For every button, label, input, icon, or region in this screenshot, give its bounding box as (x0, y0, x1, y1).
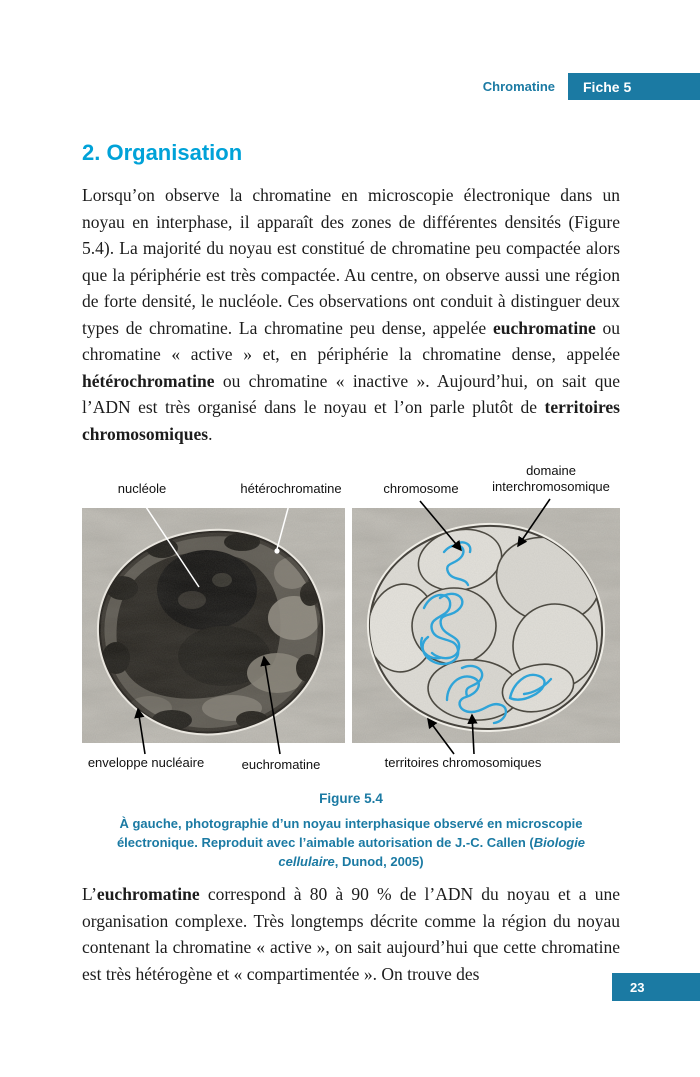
fiche-badge: Fiche 5 (568, 73, 700, 100)
term-heterochromatine: hétérochromatine (82, 370, 215, 391)
caption-book-title: Biologie cellulaire (278, 835, 586, 869)
page-number-badge (612, 973, 700, 1001)
label-domaine-interchromosomique: domaine interchromosomique (492, 463, 610, 494)
caption-text-part: À gauche, photographie d’un noyau interphasique observé en microscopie électronique. Reproduit avec l’aimable autorisation de J.-C. Callen ( (116, 816, 583, 850)
term-territoires-chromosomiques: territoires chromosomiques (82, 397, 620, 444)
term-euchromatine: euchromatine (96, 884, 200, 904)
label-euchromatine: euchromatine (241, 757, 321, 772)
paragraph-text: L’ (82, 884, 97, 904)
label-chromosome: chromosome (383, 481, 459, 496)
label-territoires-chromosomiques: territoires chromosomiques (384, 755, 542, 770)
paragraph-text: ou chromatine « inactive ». Aujourd’hui, on sait que l’ADN est très organisé dans le noyau et l’on parle plutôt de (82, 370, 620, 417)
paragraph-intro (82, 182, 620, 447)
label-heterochromatine: hétérochromatine (240, 481, 342, 496)
page-header (483, 73, 700, 100)
label-enveloppe-nucleaire: enveloppe nucléaire (87, 755, 205, 770)
figure-5-4 (82, 455, 620, 785)
electron-micrograph-right (352, 508, 620, 743)
page-number: 23 (630, 979, 645, 995)
figure-caption (82, 791, 620, 871)
paragraph-text: . (208, 423, 213, 444)
paragraph-text: ou chromatine « active » et, en périphérie la chromatine dense, appelée (82, 317, 621, 364)
figure-caption-text (82, 814, 620, 871)
label-nucleole: nucléole (117, 481, 167, 496)
term-euchromatine: euchromatine (493, 317, 596, 338)
figure-caption-title: Figure 5.4 (319, 791, 383, 806)
page-content (82, 140, 620, 987)
chapter-label: Chromatine (482, 79, 555, 94)
paragraph-text: correspond à 80 à 90 % de l’ADN du noyau et a une organisation complexe. Très longtemps décrite comme la région du noyau contenant la chromatine « active », on sait aujourd’hui que cette chromatine est très hétérogène et « compartimentée ». On trouve des (82, 884, 620, 984)
paragraph-text: Lorsqu’on observe la chromatine en microscopie électronique dans un noyau en interphase, il apparaît des zones de différentes densités (Figure 5.4). La majorité du noyau est constitué de chromatine peu compactée alors que la périphérie est très compactée. Au centre, on observe aussi une région de forte densité, le nucléole. Ces observations ont conduit à distinguer deux types de chromatine. La chromatine peu dense, appelée (82, 185, 620, 338)
section-heading: 2. Organisation (82, 140, 243, 165)
electron-micrograph-left (82, 508, 345, 743)
caption-text-part: , Dunod, 2005) (334, 854, 424, 869)
paragraph-euchromatine (82, 881, 620, 987)
